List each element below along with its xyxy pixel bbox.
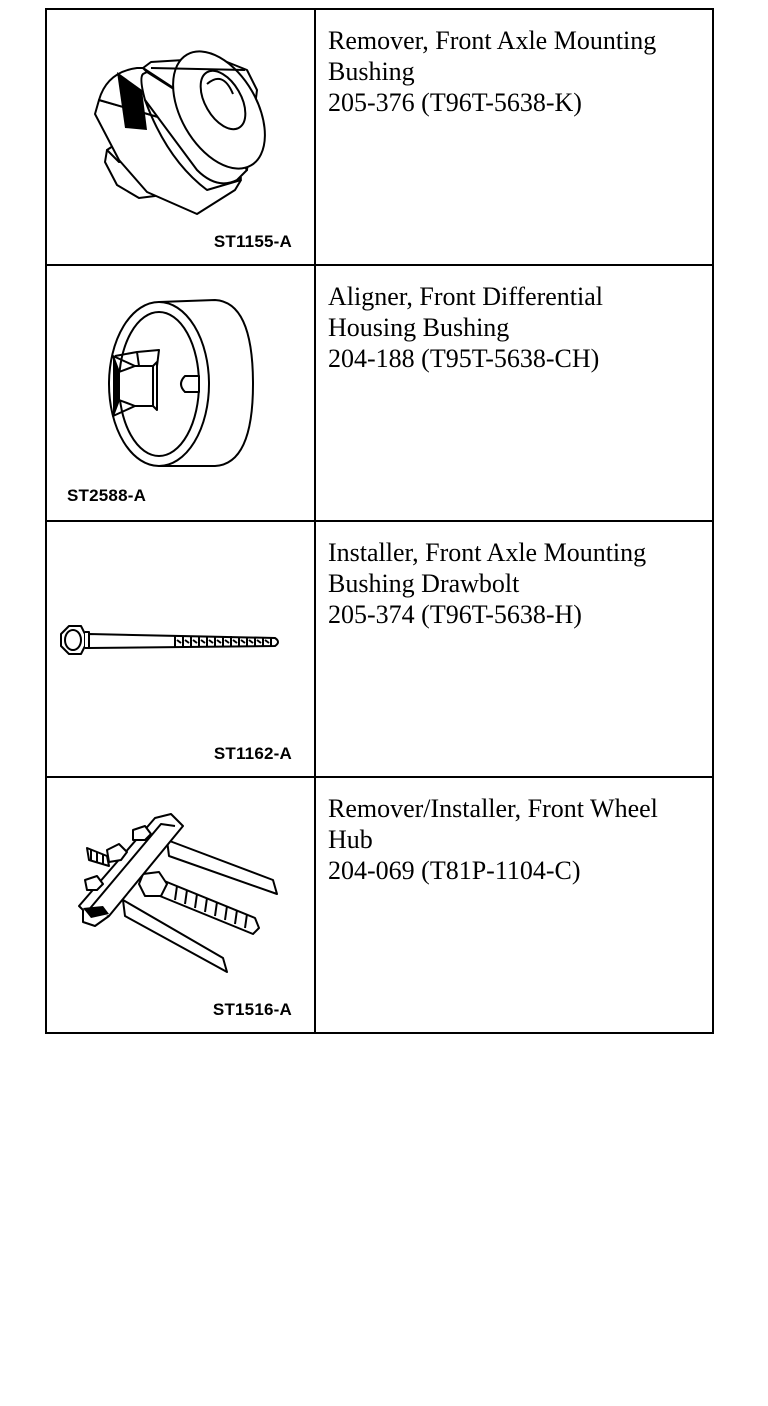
figure-code: ST1516-A [212,1000,292,1019]
table-row [46,9,713,265]
table-row [46,777,713,1033]
tool-description-cell [315,777,713,1033]
tool-name-line1: Installer, Front Axle Mounting [328,538,647,567]
hub-puller-icon [47,778,314,1034]
tool-name-line2: Hub [328,825,373,854]
tool-description-cell [315,265,713,521]
tool-description-cell [315,521,713,777]
part-number: 204-188 (T95T-5638-CH) [328,344,600,373]
tool-name-line2: Housing Bushing [328,313,510,342]
tool-illustration-cell [46,521,315,777]
tool-name-line2: Bushing [328,57,415,86]
special-tools-table [45,8,714,1034]
tool-description-cell [315,9,713,265]
table-row [46,265,713,521]
tool-name-line1: Remover/Installer, Front Wheel [328,794,658,823]
bushing-remover-icon [47,10,314,266]
tool-illustration-cell [46,9,315,265]
part-number: 205-374 (T96T-5638-H) [328,600,582,629]
part-number: 204-069 (T81P-1104-C) [328,856,581,885]
tool-illustration-cell [46,777,315,1033]
bushing-aligner-icon [47,266,314,522]
tool-name-line2: Bushing Drawbolt [328,569,520,598]
part-number: 205-376 (T96T-5638-K) [328,88,582,117]
drawbolt-icon [47,522,314,778]
figure-code: ST1155-A [213,232,292,251]
figure-code: ST1162-A [213,744,292,763]
tool-name-line1: Aligner, Front Differential [328,282,604,311]
tool-name-line1: Remover, Front Axle Mounting [328,26,657,55]
figure-code: ST2588-A [67,486,147,505]
tool-illustration-cell [46,265,315,521]
table-row [46,521,713,777]
